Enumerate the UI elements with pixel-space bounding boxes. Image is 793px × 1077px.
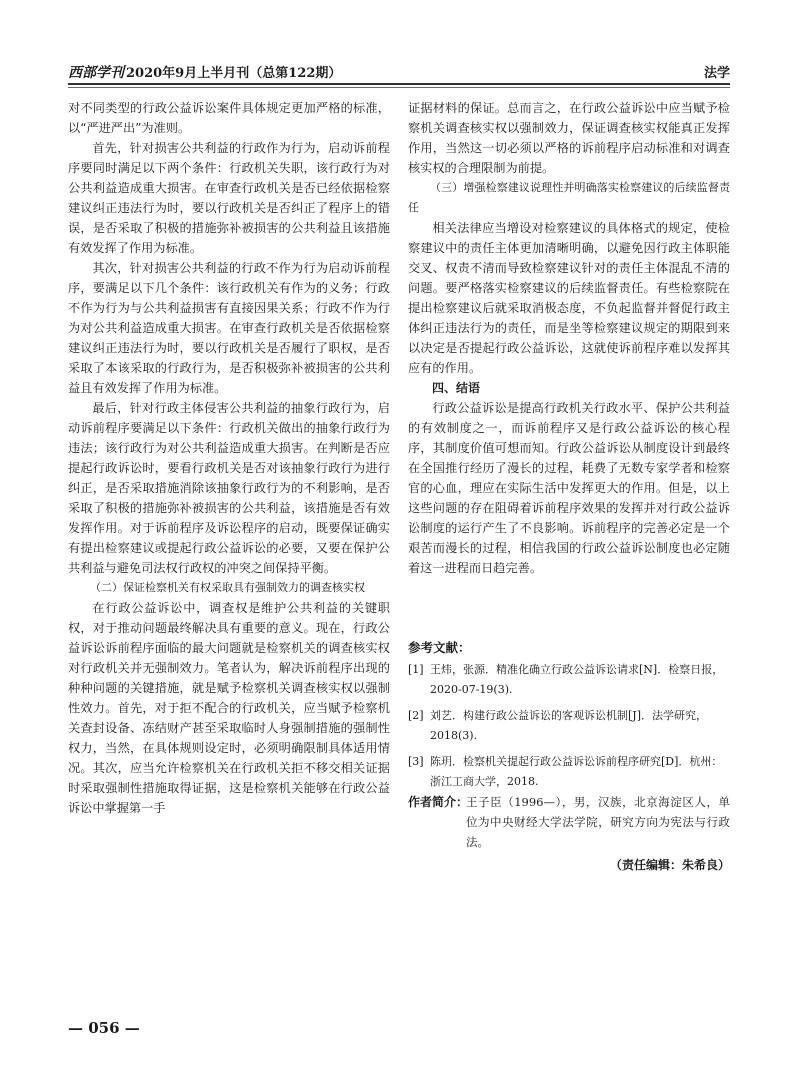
issue-info: 2020年9月上半月刊（总第122期） [126, 66, 342, 81]
body-paragraph: 最后，针对行政主体侵害公共利益的抽象行政行为，启动诉前程序要满足以下条件：行政机关做出的抽象行政行为违法；该行政行为对公共利益造成重大损害。在判断是否应提起行政诉讼时，要看行政机关是否对该抽象行政行为进行纠正，是否采取措施消除该抽象行政行为的不利影响，是否采取了积极的措施弥补被损害的公共利益，该措施是否有效发挥作用。对于诉前程序及诉讼程序的启动，既要保证确实有提出检察建议或提起行政公益诉讼的必要，又要在保护公共利益与避免司法权行政权的冲突之间保持平衡。 [68, 401, 390, 575]
responsible-editor: （责任编辑：朱希良） [609, 858, 730, 872]
body-paragraph: 在行政公益诉讼中，调查权是维护公共利益的关键职权，对于推动问题最终解决具有重要的意义。现在，行政公益诉讼诉前程序面临的最大问题就是检察机关的调查核实权对行政机关并无强制效力。笔者认为，解决诉前程序出现的种种问题的关键措施，就是赋予检察机关调查核实权以强制性效力。首先，对于拒不配合的行政机关，应当赋予检察机关查封设备、冻结财产甚至采取临时人身强制措施的强制性权力，当然，在具体规则设定时，必须明确限制具体适用情况。其次，应当允许检察机关在行政机关拒不移交相关证据时采取强制性措施取得证据，这是检察机关能够在行政公益诉讼中掌握第一手 [68, 601, 390, 815]
references-title: 参考文献： [408, 640, 471, 655]
author-bio-label: 作者简介： [408, 795, 469, 809]
journal-logo: 西部学刊 [68, 65, 124, 81]
references-list [408, 660, 730, 798]
body-paragraph: 行政公益诉讼是提高行政机关行政水平、保护公共利益的有效制度之一，而诉前程序又是行政公益诉讼的核心程序，其制度价值可想而知。行政公益诉讼从制度设计到最终在全国推行经历了漫长的过程，耗费了无数专家学者和检察官的心血，理应在实际生活中发挥更大的作用。但是，以上这些问题的存在阻碍着诉前程序效果的发挥并对行政公益诉讼制度的运行产生了不良影响。诉前程序的完善必定是一个艰苦而漫长的过程，相信我国的行政公益诉讼制度也必定随着这一进程而日趋完善。 [408, 401, 730, 575]
body-paragraph: 对不同类型的行政公益诉讼案件具体规定更加严格的标准，以“严进严出”为准则。 [68, 101, 390, 135]
page-number: — 056 — [68, 1019, 140, 1037]
author-bio [408, 792, 730, 852]
header-rule-thin [68, 87, 730, 88]
running-header [68, 62, 730, 82]
body-paragraph: 相关法律应当增设对检察建议的具体格式的规定，使检察建议中的责任主体更加清晰明确，以避免因行政主体职能交叉、权责不清而导致检察建议针对的责任主体混乱不清的问题。要严格落实检察建议的后续监督责任。有些检察院在提出检察建议后就采取消极态度，不负起监督并督促行政主体纠正违法行为的责任，而是坐等检察建议规定的期限到来以决定是否提起行政公益诉讼，这就使诉前程序难以发挥其应有的作用。 [408, 221, 730, 375]
left-column [68, 98, 390, 818]
subsection-heading: （三）增强检察建议说理性并明确落实检察建议的后续监督责任 [408, 181, 730, 214]
reference-item [408, 752, 730, 792]
section-heading: 四、结语 [432, 381, 481, 395]
reference-text: 陈玥．检察机关提起行政公益诉讼诉前程序研究[D]．杭州：浙江工商大学，2018. [430, 755, 723, 788]
reference-text: 刘艺．构建行政公益诉讼的客观诉讼机制[J]．法学研究，2018(3). [430, 709, 707, 742]
reference-item [408, 660, 730, 700]
reference-number: [1] [408, 663, 424, 676]
reference-item [408, 706, 730, 746]
author-bio-text: 王子臣（1996—），男，汉族，北京海淀区人，单位为中央财经大学法学院，研究方向为宪法与行政法。 [466, 795, 730, 849]
reference-number: [2] [408, 709, 424, 722]
body-paragraph: 首先，针对损害公共利益的行政作为行为，启动诉前程序要同时满足以下两个条件：行政机关失职，该行政行为对公共利益造成重大损害。在审查行政机关是否已经依据检察建议纠正违法行为时，要以行政机关是否纠正了程序上的错误，是否采取了积极的措施弥补被损害的公共利益且该措施有效发挥了作用为标准。 [68, 141, 390, 255]
right-column [408, 98, 730, 578]
reference-text: 王炜，张源．精准化确立行政公益诉讼请求[N]．检察日报，2020-07-19(3). [430, 663, 724, 696]
reference-number: [3] [408, 755, 424, 768]
body-paragraph: 证据材料的保证。总而言之，在行政公益诉讼中应当赋予检察机关调查核实权以强制效力，保证调查核实权能真正发挥作用，当然这一切必须以严格的诉前程序启动标准和对调查核实权的合理限制为前提。 [408, 101, 730, 175]
header-rule-thick [68, 83, 730, 85]
body-paragraph: 其次，针对损害公共利益的行政不作为行为启动诉前程序，要满足以下几个条件：该行政机关有作为的义务；行政不作为行为与公共利益损害有直接因果关系；行政不作为行为对公共利益造成重大损害。在审查行政机关是否依据检察建议纠正违法行为时，要以行政机关是否履行了职权，是否采取了本该采取的行政行为，是否积极弥补被损害的公共利益且有效发挥了作用为标准。 [68, 261, 390, 395]
subsection-heading: （二）保证检察机关有权采取具有强制效力的调查核实权 [90, 581, 365, 594]
section-label: 法学 [703, 66, 730, 81]
header-left [68, 62, 341, 82]
